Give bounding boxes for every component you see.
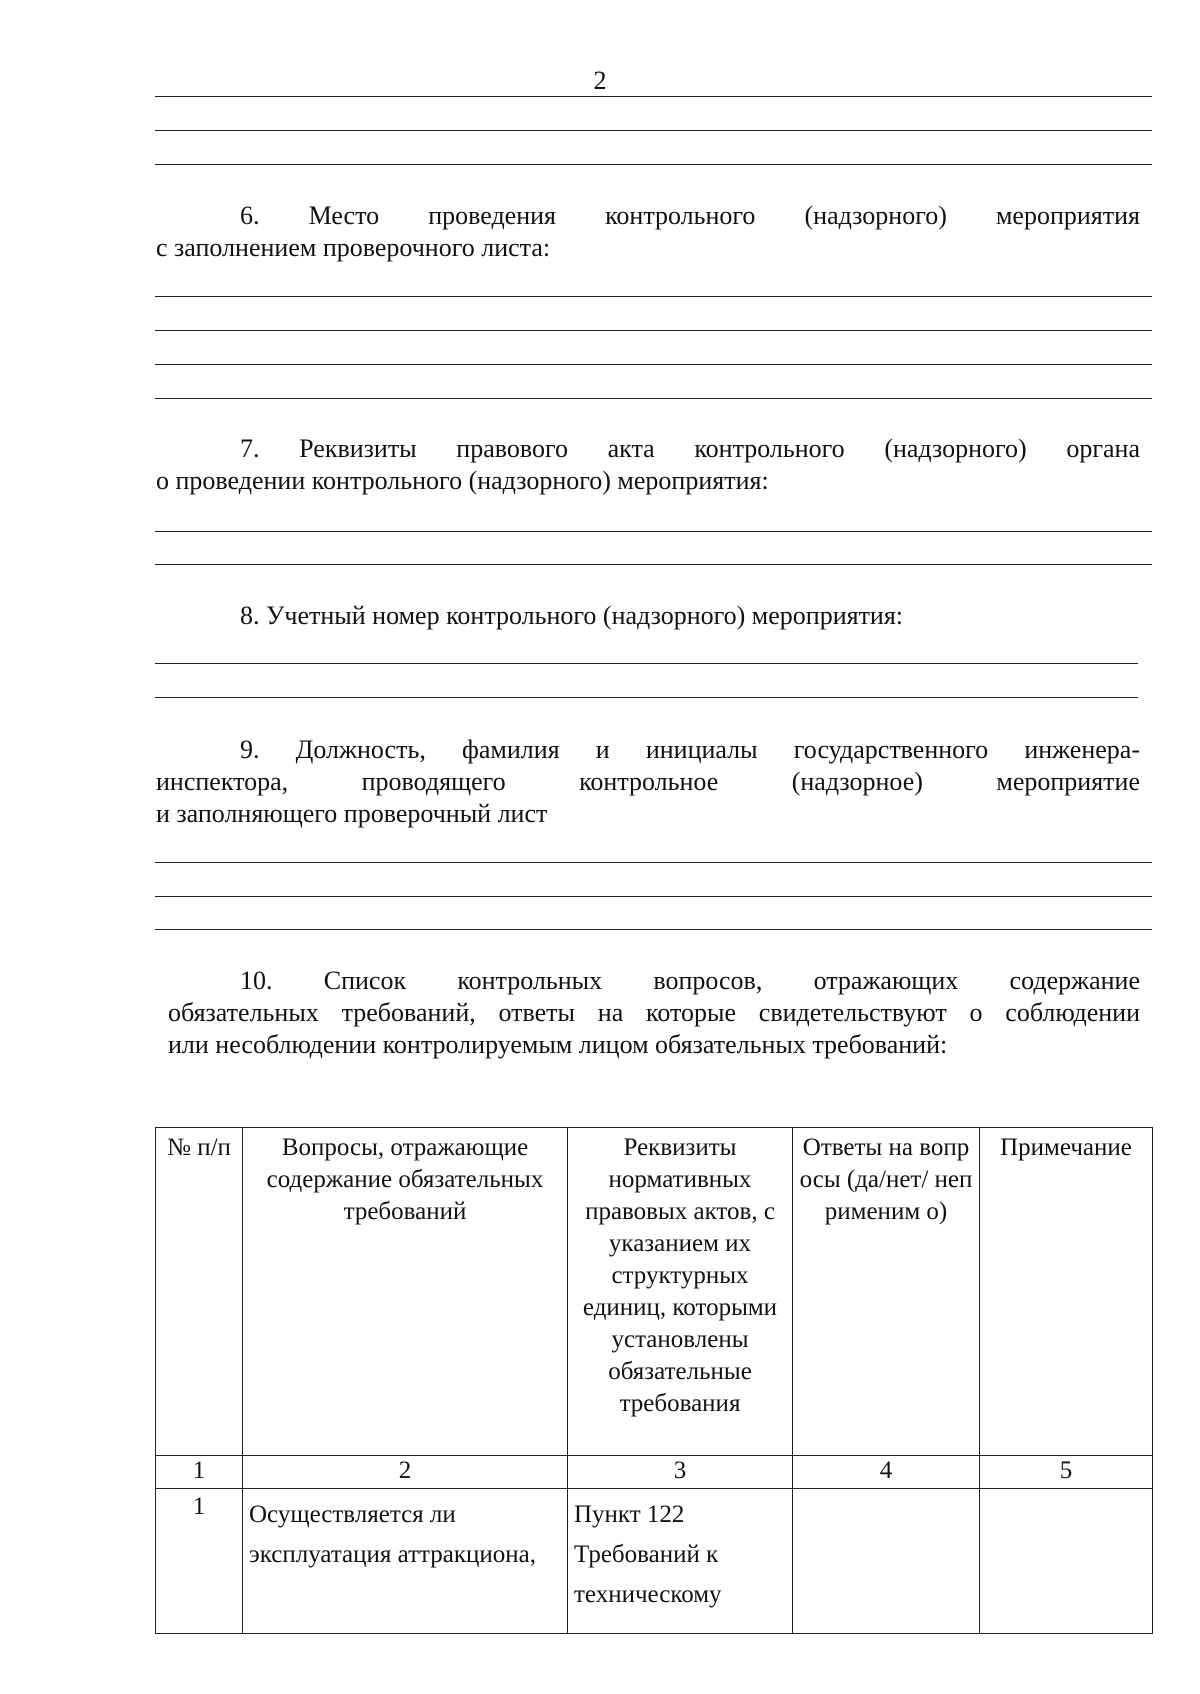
fill-line bbox=[155, 164, 1152, 165]
fill-line bbox=[155, 862, 1152, 863]
column-number: 2 bbox=[243, 1456, 568, 1489]
fill-line bbox=[155, 330, 1152, 331]
section-10-text bbox=[168, 965, 1140, 1061]
section-9-text bbox=[156, 734, 1140, 830]
section-8-line-1: 8. Учетный номер контрольного (надзорного) мероприятия: bbox=[240, 601, 904, 630]
section-7-line-2: о проведении контрольного (надзорного) мероприятия: bbox=[156, 466, 769, 495]
section-8-text bbox=[168, 600, 1140, 632]
fill-line bbox=[155, 531, 1152, 532]
section-6-line-1: 6. Место проведения контрольного (надзорного) мероприятия bbox=[240, 201, 1140, 230]
header-answers: Ответы на вопросы (да/нет/ неприменим о) bbox=[793, 1128, 980, 1456]
fill-line bbox=[155, 929, 1152, 930]
header-note: Примечание bbox=[980, 1128, 1153, 1456]
fill-line bbox=[155, 296, 1152, 297]
row-number: 1 bbox=[156, 1489, 243, 1634]
column-number: 4 bbox=[793, 1456, 980, 1489]
column-number: 1 bbox=[156, 1456, 243, 1489]
header-questions: Вопросы, отражающие содержание обязательных требований bbox=[243, 1128, 568, 1456]
page-number: 2 bbox=[593, 66, 607, 95]
fill-line bbox=[155, 96, 1152, 97]
section-7-text bbox=[156, 433, 1140, 497]
section-9-line-2: инспектора, проводящего контрольное (надзорное) мероприятие bbox=[156, 767, 1140, 796]
row-question: Осуществляется ли эксплуатация аттракциона, bbox=[243, 1489, 568, 1634]
table-header-row bbox=[156, 1128, 1153, 1456]
fill-line bbox=[155, 663, 1138, 664]
fill-line bbox=[155, 697, 1138, 698]
row-note[interactable] bbox=[980, 1489, 1153, 1634]
table-row bbox=[156, 1489, 1153, 1634]
section-7-line-1: 7. Реквизиты правового акта контрольного (надзорного) органа bbox=[240, 434, 1140, 463]
fill-line bbox=[155, 130, 1152, 131]
header-requisites: Реквизиты нормативных правовых актов, с указанием их структурных единиц, которыми установлены обязательные требования bbox=[568, 1128, 793, 1456]
section-10-line-2: обязательных требований, ответы на которые свидетельствуют о соблюдении bbox=[168, 998, 1140, 1027]
column-number-row bbox=[156, 1456, 1153, 1489]
column-number: 5 bbox=[980, 1456, 1153, 1489]
fill-line bbox=[155, 398, 1152, 399]
checklist-table bbox=[155, 1127, 1153, 1634]
section-10-line-3: или несоблюдении контролируемым лицом обязательных требований: bbox=[168, 1030, 948, 1059]
section-6-text bbox=[156, 200, 1140, 264]
column-number: 3 bbox=[568, 1456, 793, 1489]
section-10-line-1: 10. Список контрольных вопросов, отражающих содержание bbox=[240, 966, 1140, 995]
header-number: № п/п bbox=[156, 1128, 243, 1456]
section-9-line-3: и заполняющего проверочный лист bbox=[156, 799, 548, 828]
row-requisites: Пункт 122 Требований к техническому bbox=[568, 1489, 793, 1634]
fill-line bbox=[155, 896, 1152, 897]
fill-line bbox=[155, 564, 1152, 565]
fill-line bbox=[155, 364, 1152, 365]
section-6-line-2: с заполнением проверочного листа: bbox=[156, 233, 551, 262]
row-answer[interactable] bbox=[793, 1489, 980, 1634]
section-9-line-1: 9. Должность, фамилия и инициалы государственного инженера- bbox=[240, 735, 1140, 764]
